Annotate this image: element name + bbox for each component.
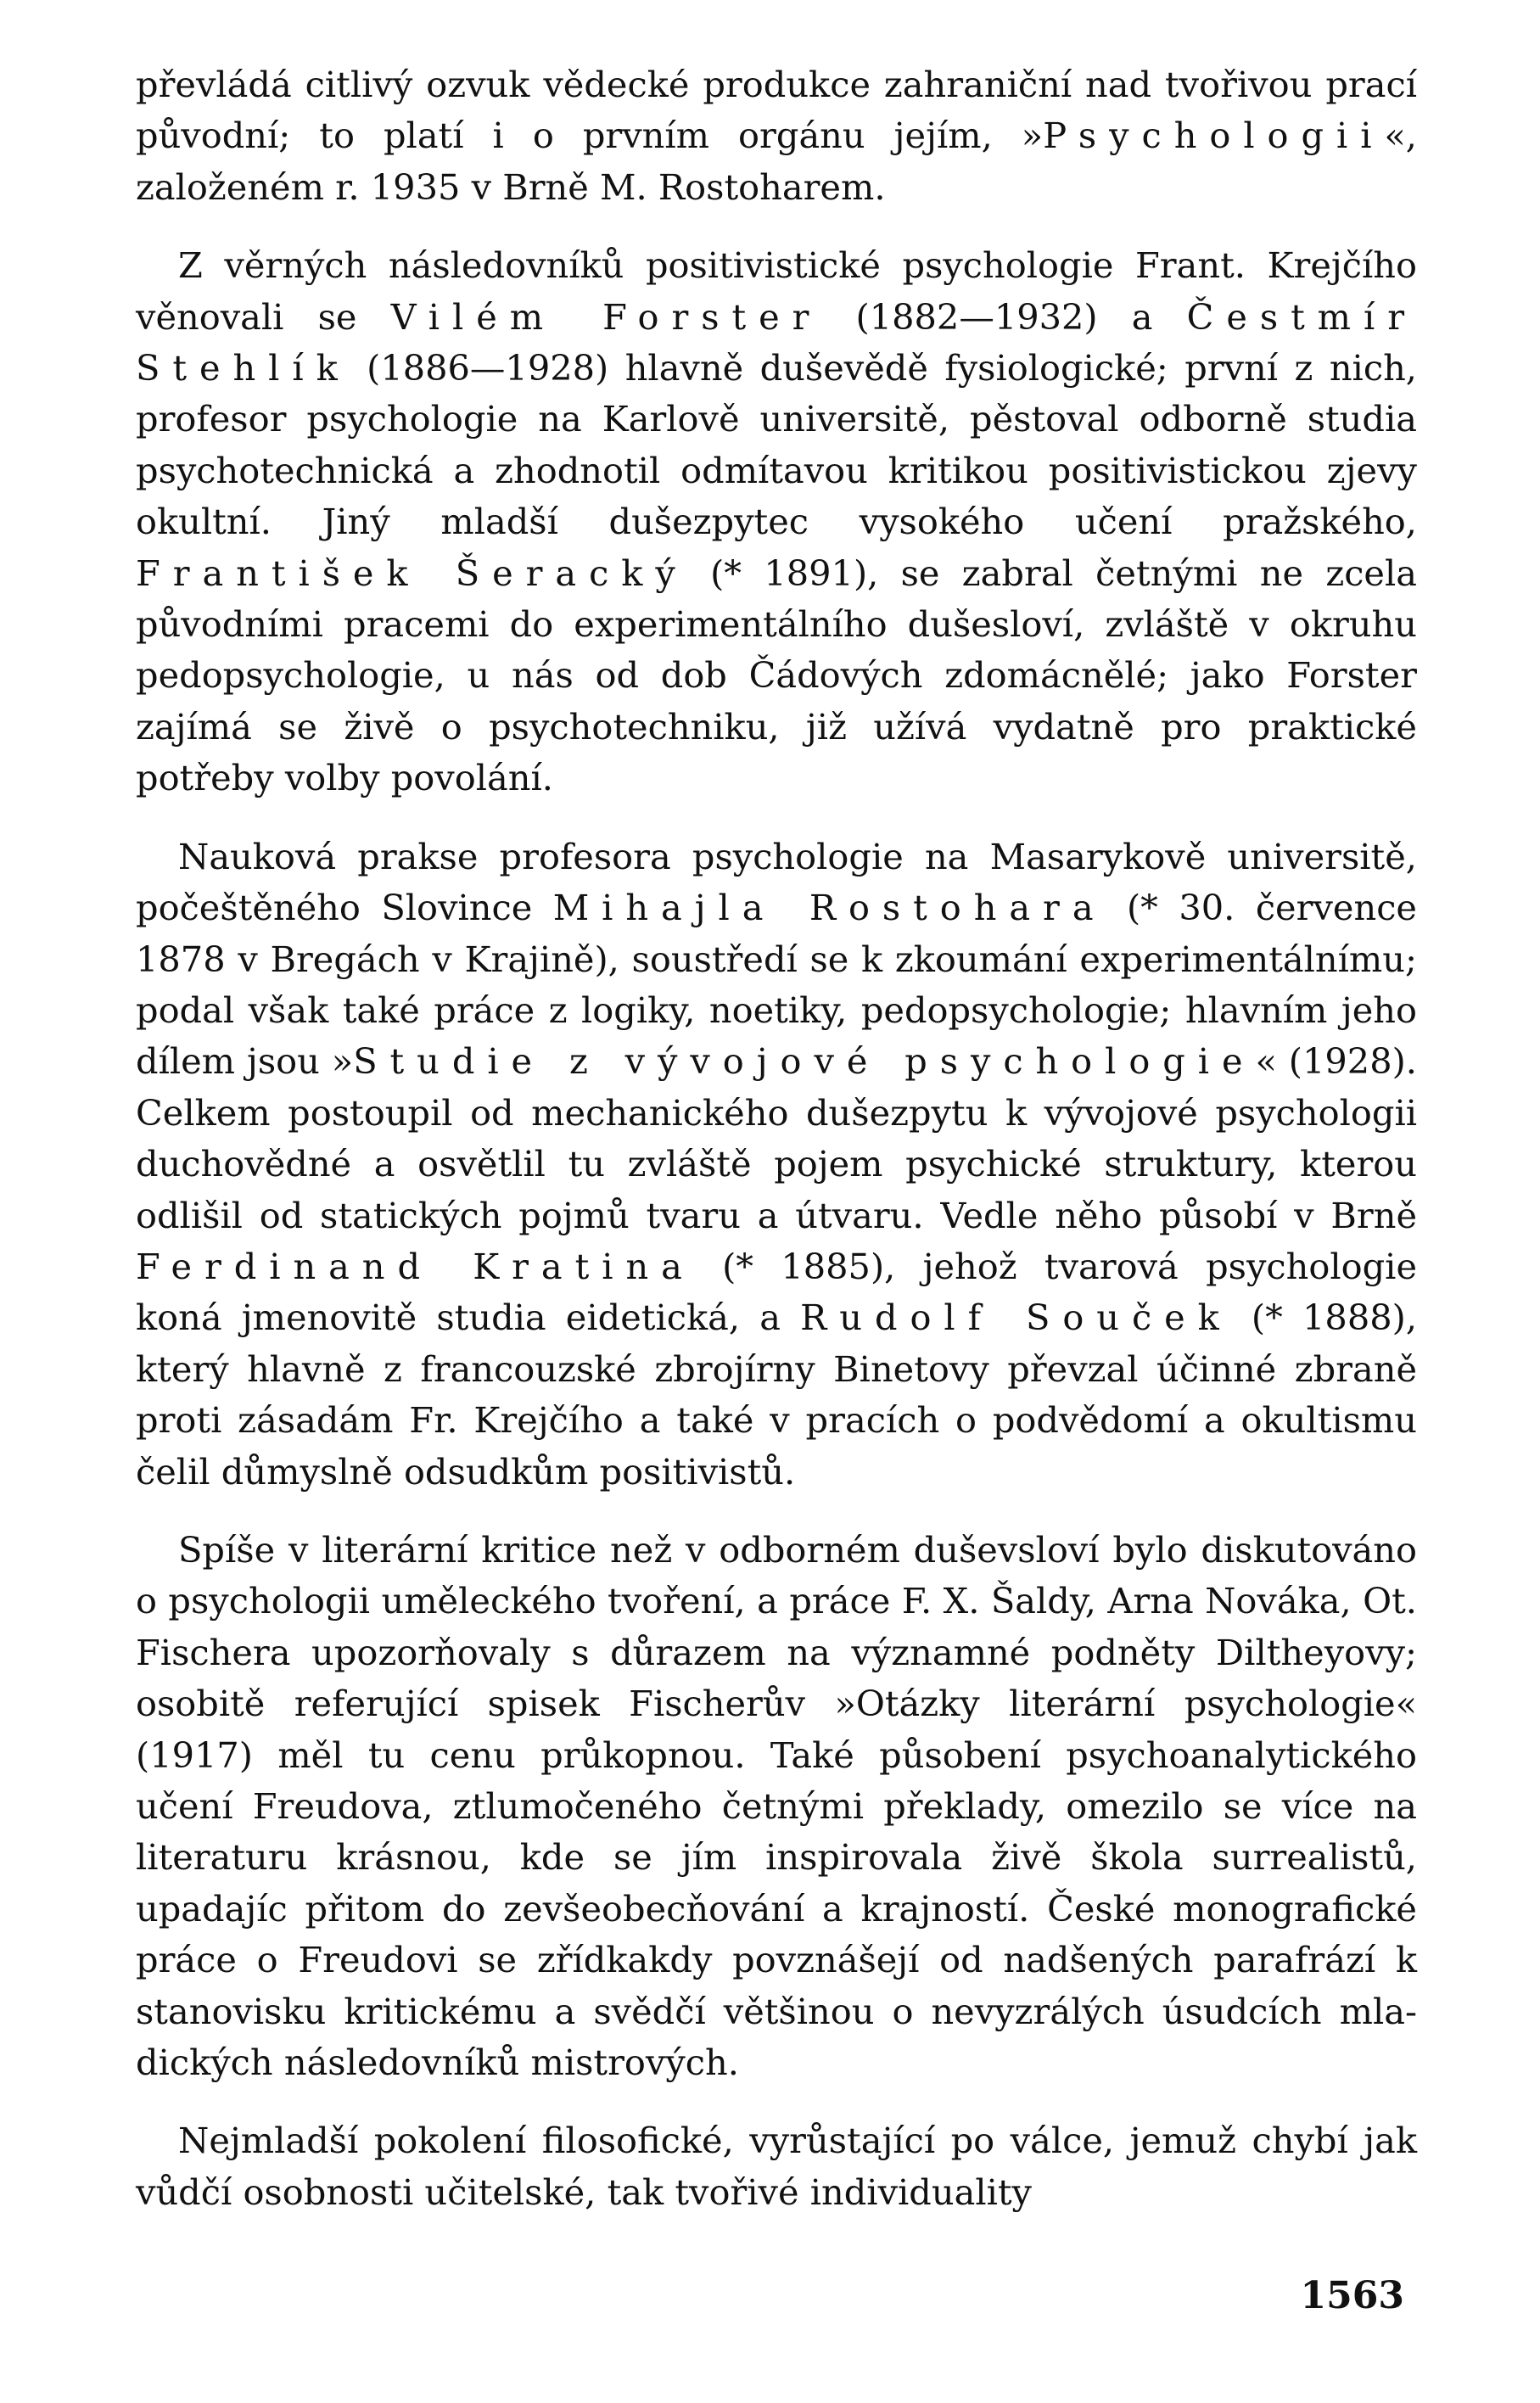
text-run: (* 1888), který hlavně z francouzské zbrojírny Binetovy převzal účinné zbraně proti zásadám Fr. Krejčího a také v pracích o podvědomí a okultismu čelil důmyslně odsudkům positivistů. [136, 1297, 1418, 1493]
text-run: (1882—1932) a [821, 295, 1187, 338]
spaced-name: Ferdinand Kratina [136, 1245, 695, 1287]
spaced-name: Vilém Forster [390, 295, 822, 338]
spaced-name: Studie z vývojové psychologie [353, 1040, 1256, 1083]
text-run: (* 1891), se zabral četnými ne zcela původními pracemi do experimentálního dušesloví, zvláště v okruhu pedopsychologie, u nás od dob Čádových zdomácnělé; jako Forster zajímá se živě o psychotechniku, již užívá vydatně pro praktické potřeby volby povolání. [136, 552, 1418, 799]
paragraph-1 [136, 59, 1417, 213]
text-run: (* 30. července 1878 v Bregách v Krajině), soustředí se k zkoumání experimentálnímu; podal však také práce z logiky, noetiky, pedopsychologie; hlavním jeho dílem jsou » [136, 887, 1417, 1083]
text-run: « (1928). Celkem postoupil od mechanického dušezpytu k vývojové psychologii duchovědné a osvětlil tu zvláště pojem psychické struktury, kterou odlišil od statických pojmů tvaru a útvaru. Vedle něho působí v Brně [136, 1040, 1417, 1236]
paragraph-4 [136, 1525, 1417, 2088]
spaced-name: Čestmír Stehlík [136, 295, 1417, 389]
spaced-name: Psychologii [1043, 115, 1385, 157]
paragraph-3 [136, 832, 1417, 1498]
text-run: převládá citlivý ozvuk vědecké produkce zahraniční nad tvořivou prací původní; to platí i o prvním orgánu jejím, » [136, 64, 1417, 157]
text-run: (* 1885), jehož tvarová psychologie koná jmenovitě studia eidetická, a [136, 1245, 1418, 1339]
spaced-name: Mihajla Rostohara [552, 887, 1106, 929]
text-run: (1886—1928) hlavně duševědě fysiologické; první z nich, profesor psychologie na Karlově universitě, pěstoval odborně studia psychotechnická a zhodnotil odmítavou kritikou positivistickou zjevy okultní. Jiný mladší dušezpytec vysokého učení pražského, [136, 347, 1417, 543]
text-run: «, založeném r. 1935 v Brně M. Rostoharem. [136, 115, 1417, 208]
text-run: Spíše v literární kritice než v odborném duševsloví bylo diskutováno o psychologii uměleckého tvoření, a práce F. X. Šaldy, Arna Nováka, Ot. Fischera upozorňovaly s důrazem na významné podněty Diltheyovy; osobitě referující spisek Fischerův »Otázky literární psychologie« (1917) měl tu cenu průkopnou. Také působení psychoanalytického učení Freudova, ztlumočeného četnými překlady, omezilo se více na literaturu krásnou, kde se jím inspirovala živě škola surrealistů, upadajíc přitom do zevšeobecňování a krajností. České monografické práce o Freudovi se zřídkakdy povznášejí od nadšených parafrází k stanovisku kritickému a svědčí většinou o nevyzrálých úsudcích mladických následovníků mistrových. [136, 1528, 1417, 2084]
text-run: Z věrných následovníků positivistické psychologie Frant. Krejčího věnovali se [136, 244, 1417, 338]
spaced-name: František Šeracký [136, 552, 688, 594]
page-body [136, 59, 1417, 2245]
page-number: 1563 [1300, 2274, 1404, 2317]
paragraph-5 [136, 2115, 1417, 2218]
spaced-name: Rudolf Souček [800, 1297, 1232, 1339]
paragraph-2 [136, 240, 1417, 804]
text-run: Nauková prakse profesora psychologie na Masarykově universitě, počeštěného Slovince [136, 835, 1417, 929]
text-run: Nejmladší pokolení filosofické, vyrůstající po válce, jemuž chybí jak vůdčí osobnosti učitelské, tak tvořivé individuality [136, 2120, 1417, 2213]
